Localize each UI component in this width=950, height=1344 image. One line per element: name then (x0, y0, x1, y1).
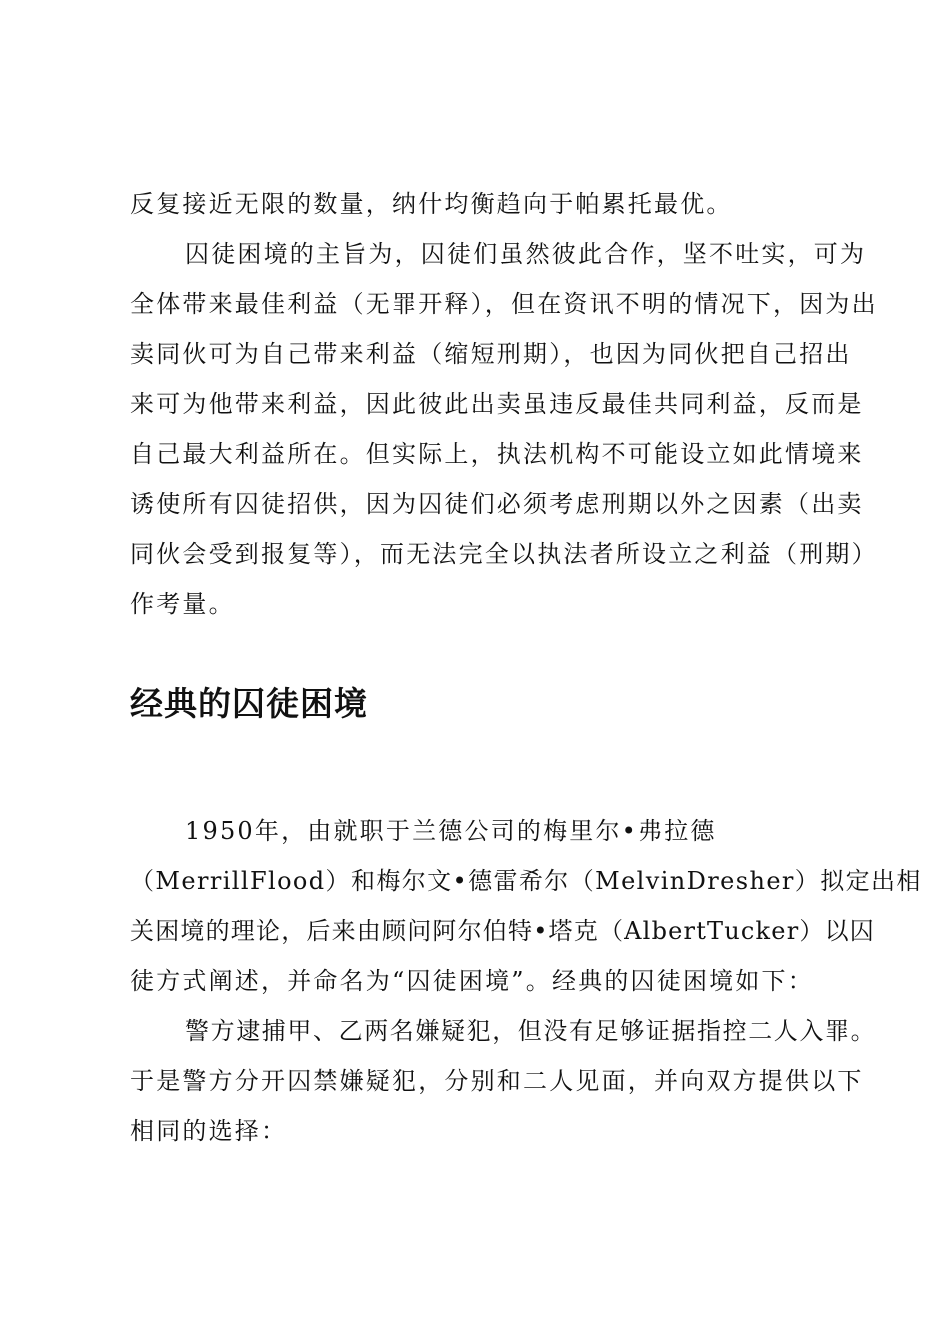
paragraph-line: 卖同伙可为自己带来利益（缩短刑期），也因为同伙把自己招出 (130, 340, 852, 368)
paragraph-line: 1950年，由就职于兰德公司的梅里尔•弗拉德 (185, 817, 717, 845)
section-heading: 经典的囚徒困境 (130, 684, 368, 723)
paragraph-line: 相同的选择： (130, 1117, 288, 1145)
paragraph-line: 诱使所有囚徒招供，因为囚徒们必须考虑刑期以外之因素（出卖 (130, 490, 864, 518)
paragraph-line: 囚徒困境的主旨为，囚徒们虽然彼此合作，坚不吐实，可为 (185, 240, 867, 268)
paragraph-line: 自己最大利益所在。但实际上，执法机构不可能设立如此情境来 (130, 440, 864, 468)
paragraph-line: 全体带来最佳利益（无罪开释），但在资讯不明的情况下，因为出 (130, 290, 878, 318)
paragraph-line: 作考量。 (130, 590, 235, 618)
paragraph-line: 反复接近无限的数量，纳什均衡趋向于帕累托最优。 (130, 190, 733, 218)
paragraph-line: 徒方式阐述，并命名为“囚徒困境”。经典的囚徒困境如下： (130, 967, 814, 995)
paragraph-line: 同伙会受到报复等），而无法完全以执法者所设立之利益（刑期） (130, 540, 878, 568)
paragraph-line: 关困境的理论，后来由顾问阿尔伯特•塔克（AlbertTucker）以囚 (130, 917, 875, 945)
paragraph-line: 警方逮捕甲、乙两名嫌疑犯，但没有足够证据指控二人入罪。 (185, 1017, 877, 1045)
paragraph-line: 来可为他带来利益，因此彼此出卖虽违反最佳共同利益，反而是 (130, 390, 864, 418)
paragraph-line: （MerrillFlood）和梅尔文•德雷希尔（MelvinDresher）拟定出相 (130, 867, 922, 895)
paragraph-line: 于是警方分开囚禁嫌疑犯，分别和二人见面，并向双方提供以下 (130, 1067, 864, 1095)
